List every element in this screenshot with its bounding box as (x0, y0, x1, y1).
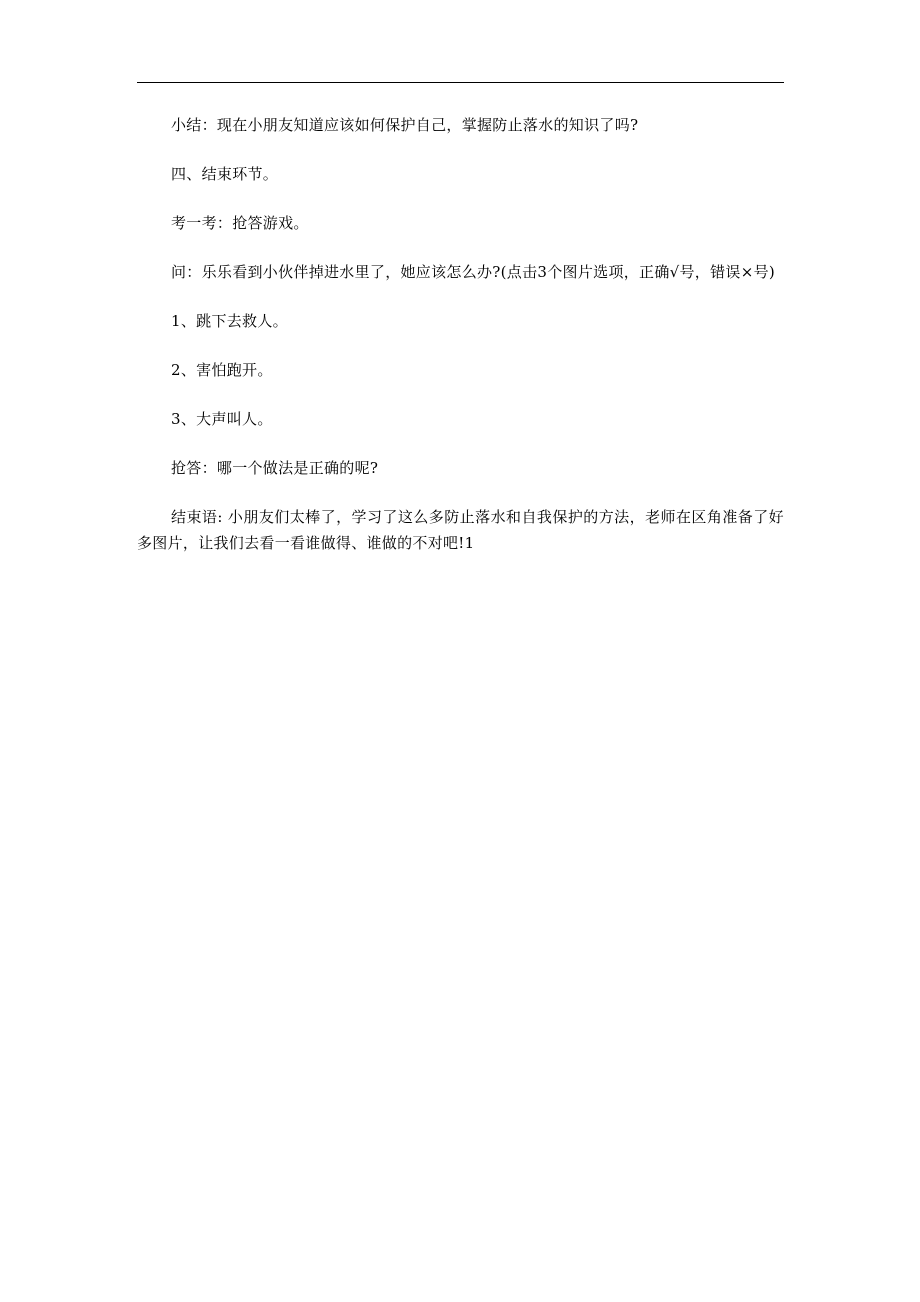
section-heading-ending: 四、结束环节。 (171, 165, 279, 183)
summary-paragraph: 小结：现在小朋友知道应该如何保护自己，掌握防止落水的知识了吗? (171, 116, 639, 134)
quiz-intro: 考一考：抢答游戏。 (171, 214, 309, 232)
closing-remarks: 结束语: 小朋友们太棒了，学习了这么多防止落水和自我保护的方法，老师在区角准备了好多图片，让我们去看一看谁做得、谁做的不对吧!1 (137, 508, 784, 552)
header-divider (137, 82, 784, 83)
quiz-question: 问：乐乐看到小伙伴掉进水里了，她应该怎么办?(点击3个图片选项，正确√号，错误×号) (171, 263, 776, 281)
quiz-prompt: 抢答：哪一个做法是正确的呢? (171, 459, 379, 477)
document-body (137, 112, 784, 579)
quiz-option-3: 3、大声叫人。 (171, 410, 273, 428)
quiz-option-1: 1、跳下去救人。 (171, 312, 288, 330)
quiz-option-2: 2、害怕跑开。 (171, 361, 273, 379)
